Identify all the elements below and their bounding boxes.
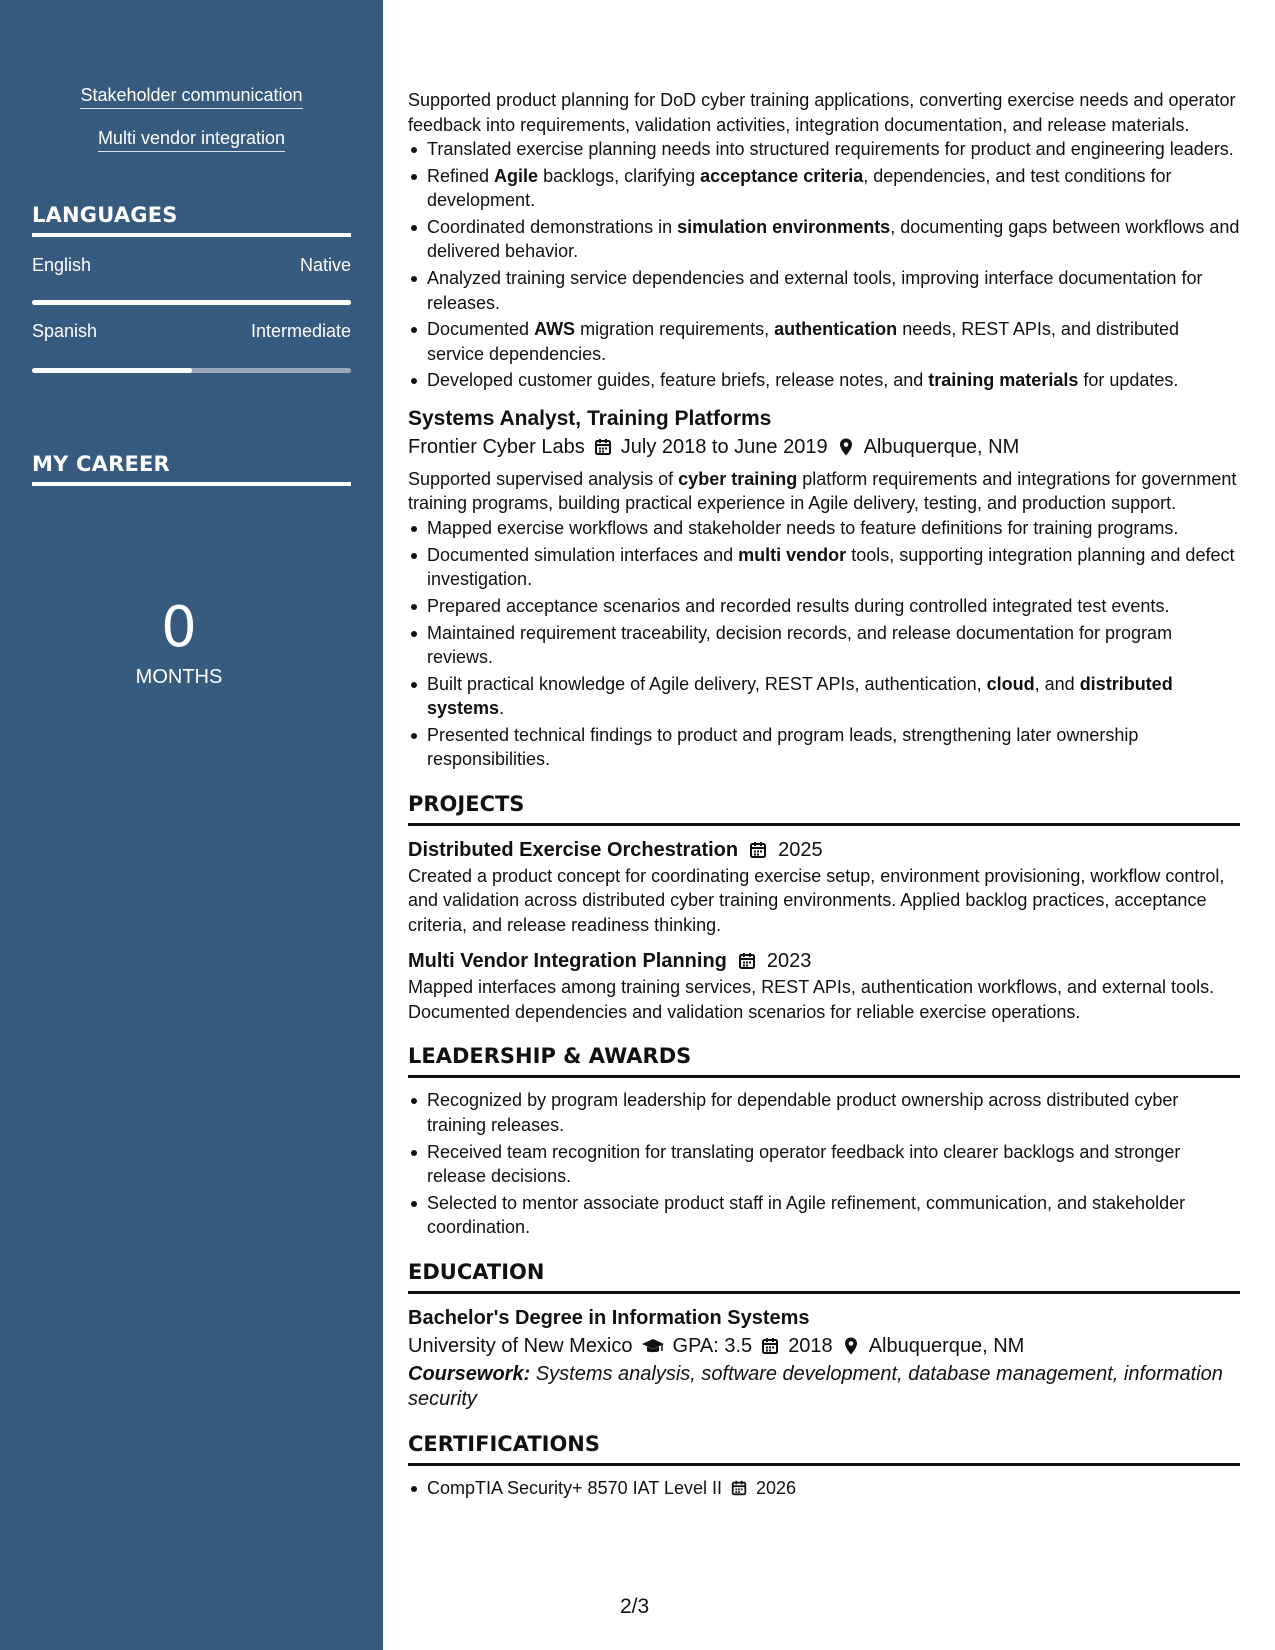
language-proficiency-fill [32,368,192,373]
list-item [408,1476,1240,1501]
language-level: Intermediate [250,321,351,341]
list-item [408,317,1240,366]
list-item [408,368,1240,393]
bold-text: authentication [774,319,898,340]
bold-text: distributed systems [427,673,1173,719]
project-description: Created a product concept for coordinating exercise setup, environment provisioning, workflow control, and validation across distributed cyber training environments. Applied backlog practices, acceptance criteria, and release readiness thinking. [408,865,1225,935]
list-item [408,594,1240,619]
school-name: University of New Mexico [408,1334,633,1357]
text-run: Supported supervised analysis of [408,468,679,489]
page-number: 2/3 [620,1595,650,1618]
skill-label[interactable]: Multi vendor integration [98,128,285,152]
text-run: . [499,698,505,719]
skill-link[interactable] [0,128,383,149]
coursework-text: Systems analysis, software development, database management, information security [408,1362,1223,1410]
text-run: , documenting gaps between workflows and delivered behavior. [427,216,1240,262]
project-title [408,836,1240,864]
project-title [408,947,1240,975]
text-run: Documented [427,319,535,340]
list-item [408,215,1240,264]
graduation-year: 2018 [788,1334,833,1357]
education-heading: EDUCATION [408,1258,1240,1294]
list-item: Selected to mentor associate product staff in Agile refinement, communication, and stakeholder coordination. [408,1191,1240,1240]
list-item [408,266,1240,315]
list-item [408,672,1240,721]
main-content [408,88,1240,1502]
calendar-icon [593,437,613,457]
company-name: Frontier Cyber Labs [408,435,585,458]
list-item [408,621,1240,670]
job-title: Systems Analyst, Training Platforms [408,406,772,430]
skill-link[interactable] [0,85,383,106]
text-run: Prepared acceptance scenarios and recorded results during controlled integrated test events. [427,595,1170,616]
education-meta [408,1332,1240,1360]
list-item [408,543,1240,592]
career-value: 0 [161,595,197,660]
certification-name: CompTIA Security+ 8570 IAT Level II [427,1477,722,1498]
leadership-heading: LEADERSHIP & AWARDS [408,1042,1240,1078]
text-run: Maintained requirement traceability, decision records, and release documentation for program reviews. [427,622,1173,667]
text-run: , dependencies, and test conditions for development. [427,165,1172,211]
bold-text: cyber training [678,468,798,489]
sidebar [0,0,383,1650]
list-item [408,164,1240,213]
calendar-icon [737,951,757,971]
languages-heading: LANGUAGES [32,203,351,237]
list-item: Recognized by program leadership for dependable product ownership across distributed cyber training releases. [408,1088,1240,1137]
job-dates: July 2018 to June 2019 [620,435,828,458]
text-run: for updates. [1078,370,1179,391]
text-run: Mapped exercise workflows and stakeholder needs to feature definitions for training programs. [427,517,1179,538]
projects-heading: PROJECTS [408,790,1240,826]
calendar-icon [730,1479,748,1497]
language-row [32,255,351,276]
project-year: 2025 [778,838,823,861]
bold-text: multi vendor [738,544,847,565]
leadership-list [408,1088,1240,1239]
text-run: Translated exercise planning needs into structured requirements for product and engineering leaders. [427,139,1234,159]
list-item [408,723,1240,772]
certifications-heading: CERTIFICATIONS [408,1430,1240,1466]
bold-text: acceptance criteria [700,165,864,186]
certification-year: 2026 [755,1477,797,1498]
map-pin-icon [841,1336,861,1356]
text-run: tools, supporting integration planning and defect investigation. [427,544,1235,590]
bold-text: cloud [986,673,1035,694]
gpa: GPA: 3.5 [672,1334,753,1357]
bold-text: simulation environments [677,216,891,237]
text-run: Analyzed training service dependencies and external tools, improving interface documentation for releases. [427,268,1203,313]
job-bullets [408,137,1240,393]
text-run: Documented simulation interfaces and [427,544,739,565]
text-run: platform requirements and integrations for government training programs, building practical experience in Agile delivery, testing, and production support. [408,468,1237,514]
coursework [408,1362,1240,1412]
job-location: Albuquerque, NM [863,435,1020,458]
certifications-list [408,1476,1240,1501]
project-year: 2023 [766,950,812,973]
list-item [408,137,1240,162]
text-run: Coordinated demonstrations in [427,216,678,237]
text-run: , and [1034,673,1080,694]
coursework-label: Coursework: [408,1362,531,1385]
calendar-icon [748,840,768,860]
project-name: Multi Vendor Integration Planning [408,950,727,973]
skill-label[interactable]: Stakeholder communication [80,85,302,109]
language-level: Native [299,255,351,275]
career-heading: MY CAREER [32,452,351,486]
job-summary [408,467,1240,516]
language-name: Spanish [32,321,98,341]
text-run: Built practical knowledge of Agile delivery, REST APIs, authentication, [427,673,987,694]
graduation-cap-icon [641,1336,665,1356]
project-description: Mapped interfaces among training services, REST APIs, authentication workflows, and external tools. Documented dependencies and validation scenarios for reliable exercise operations. [408,977,1215,1022]
text-run: migration requirements, [575,319,775,340]
education-location: Albuquerque, NM [868,1334,1025,1357]
job-bullets [408,516,1240,772]
text-run: Refined [427,165,495,186]
text-run: Presented technical findings to product and program leads, strengthening later ownership responsibilities. [427,724,1139,770]
language-name: English [32,255,92,275]
project-name: Distributed Exercise Orchestration [408,838,739,861]
bold-text: training materials [928,370,1079,391]
degree-title: Bachelor's Degree in Information Systems [408,1306,810,1329]
language-proficiency-bar [32,368,351,373]
bold-text: AWS [534,319,576,340]
list-item [408,516,1240,541]
bold-text: Agile [494,165,539,186]
text-run: backlogs, clarifying [538,165,701,186]
language-proficiency-bar [32,300,351,305]
text-run: Developed customer guides, feature briefs, release notes, and [427,370,929,391]
language-proficiency-fill [32,300,351,305]
career-unit: MONTHS [135,666,223,688]
language-row [32,321,351,342]
text-run: needs, REST APIs, and distributed service dependencies. [427,319,1180,364]
job-summary: Supported product planning for DoD cyber training applications, converting exercise needs and operator feedback into requirements, validation activities, integration documentation, and release materials. [408,90,1236,135]
job-meta [408,433,1240,461]
map-pin-icon [836,437,856,457]
calendar-icon [760,1336,780,1356]
list-item: Received team recognition for translating operator feedback into clearer backlogs and stronger release decisions. [408,1140,1240,1189]
